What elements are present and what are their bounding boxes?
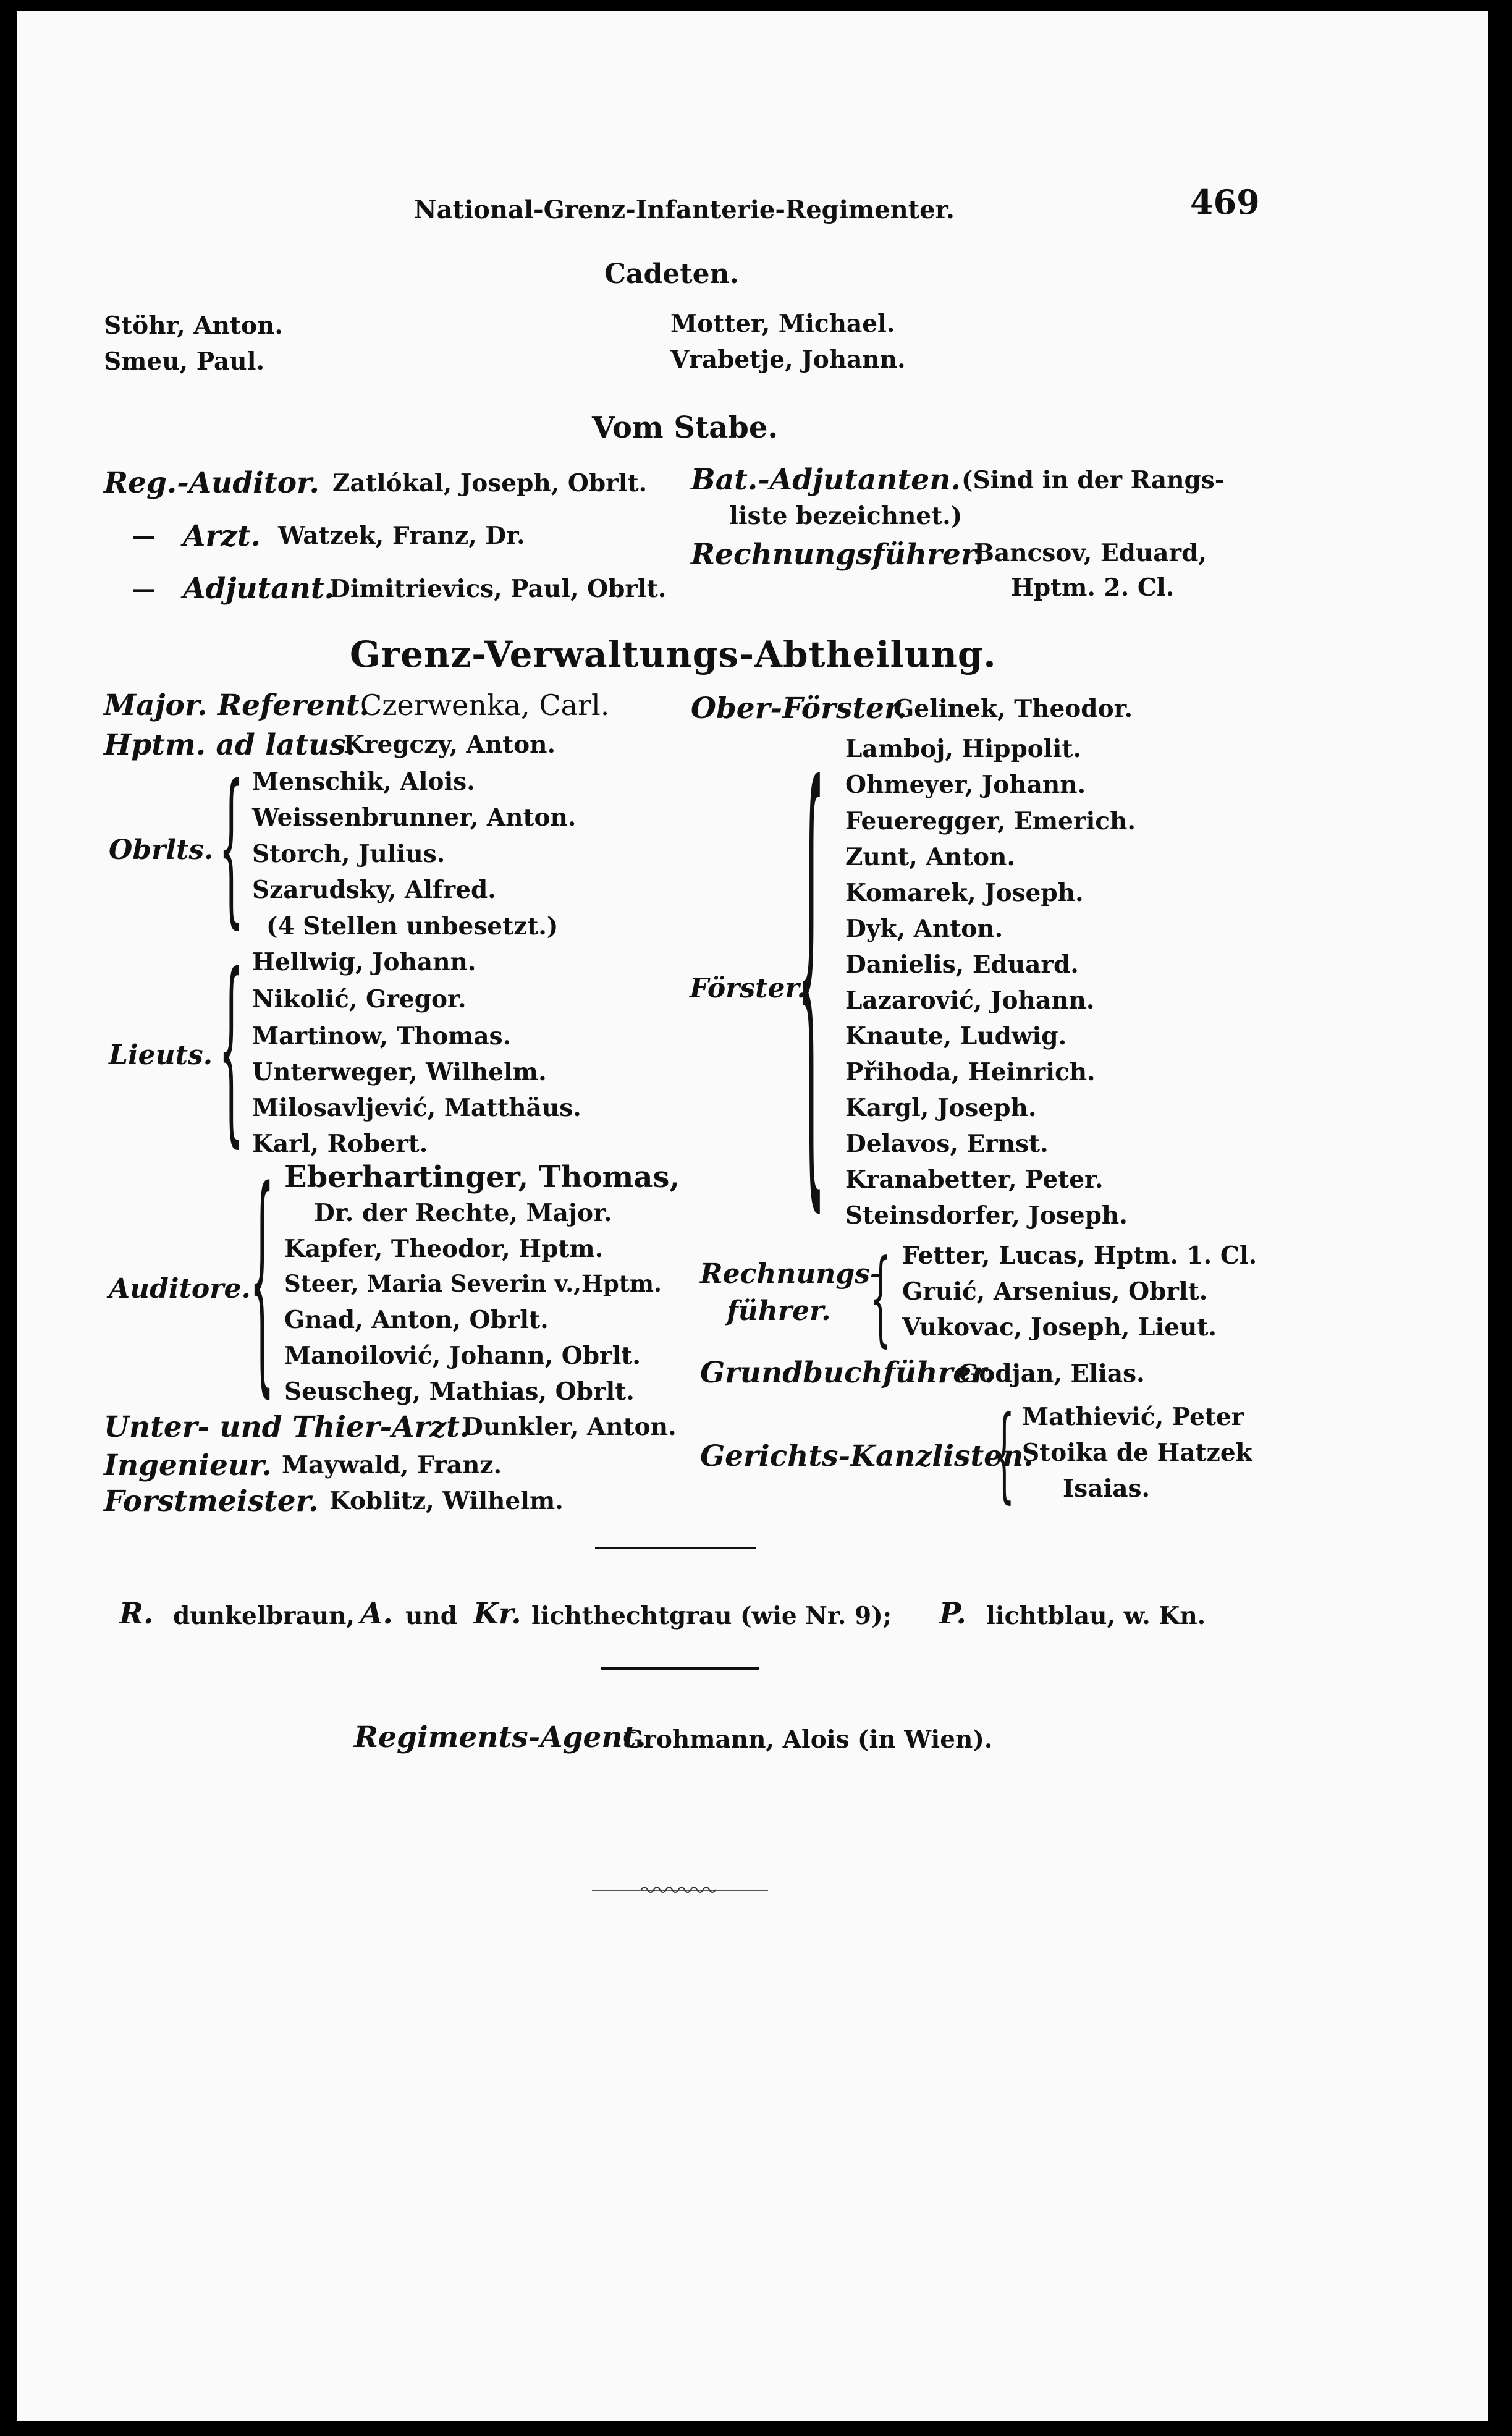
foerster-3: Feueregger, Emerich. bbox=[845, 807, 1136, 835]
thierarzt-title: Unter- und Thier-Arzt. bbox=[104, 1410, 470, 1444]
cadet-right-1: Motter, Michael. bbox=[670, 310, 895, 338]
rechnungsfuehrer-label-1: Rechnungs- bbox=[700, 1258, 882, 1290]
foerster-12: Delavos, Ernst. bbox=[845, 1130, 1049, 1158]
obrlt-4: Szarudsky, Alfred. bbox=[252, 876, 496, 904]
obrlt-2: Weissenbrunner, Anton. bbox=[252, 803, 577, 832]
uniform-und: und bbox=[405, 1602, 457, 1630]
rechnungsfuehrer-label-2: führer. bbox=[727, 1295, 831, 1327]
uniform-p-letter: P. bbox=[939, 1597, 966, 1631]
foerster-9: Knaute, Ludwig. bbox=[845, 1022, 1067, 1051]
lieut-3: Martinow, Thomas. bbox=[252, 1022, 512, 1051]
cadeten-heading: Cadeten. bbox=[604, 258, 739, 290]
foerster-4: Zunt, Anton. bbox=[845, 843, 1015, 871]
ingenieur-title: Ingenieur. bbox=[104, 1448, 272, 1482]
lieut-6: Karl, Robert. bbox=[252, 1130, 428, 1158]
stab-heading: Vom Stabe. bbox=[592, 410, 779, 445]
obrlts-brace: { bbox=[219, 750, 244, 945]
stab-rechnungsfuehrer-title: Rechnungsführer. bbox=[691, 538, 984, 572]
lieuts-label: Lieuts. bbox=[109, 1039, 213, 1071]
agent-name: Grohmann, Alois (in Wien). bbox=[623, 1725, 993, 1754]
lieut-1: Hellwig, Johann. bbox=[252, 948, 476, 976]
major-name: Czerwenka, Carl. bbox=[360, 688, 610, 722]
oberfoerster-title: Ober-Förster. bbox=[691, 691, 907, 725]
adjutant-name: Dimitrievics, Paul, Obrlt. bbox=[329, 575, 667, 603]
grundbuch-title: Grundbuchführer. bbox=[700, 1356, 994, 1390]
grenz-heading: Grenz-Verwaltungs-Abtheilung. bbox=[350, 633, 997, 675]
rechnungsfuehrer-2: Gruić, Arsenius, Obrlt. bbox=[902, 1277, 1208, 1306]
auditor-1: Eberhartinger, Thomas, bbox=[284, 1160, 680, 1195]
kanzlist-3: Isaias. bbox=[1063, 1474, 1151, 1503]
auditor-1-title: Dr. der Rechte, Major. bbox=[314, 1199, 612, 1227]
uniform-kr-letter: Kr. bbox=[473, 1597, 522, 1631]
auditor-6: Seuscheg, Mathias, Obrlt. bbox=[284, 1377, 635, 1406]
foerster-10: Přihoda, Heinrich. bbox=[845, 1058, 1096, 1086]
uniform-kr-text: lichthechtgrau (wie Nr. 9); bbox=[531, 1602, 892, 1630]
arzt-dash: — bbox=[132, 522, 156, 550]
foerster-brace: { bbox=[797, 695, 826, 1253]
lieut-2: Nikolić, Gregor. bbox=[252, 985, 467, 1013]
uniform-a-letter: A. bbox=[360, 1597, 393, 1631]
obrlt-3: Storch, Julius. bbox=[252, 840, 446, 868]
foerster-8: Lazarović, Johann. bbox=[845, 986, 1095, 1015]
separator-rule-2 bbox=[601, 1667, 759, 1670]
cadet-right-2: Vrabetje, Johann. bbox=[670, 345, 906, 374]
book-page bbox=[17, 11, 1488, 2421]
auditor-4: Gnad, Anton, Obrlt. bbox=[284, 1306, 549, 1334]
stab-rechnungsfuehrer-name: Bancsov, Eduard, bbox=[974, 539, 1207, 567]
uniform-p-text: lichtblau, w. Kn. bbox=[986, 1602, 1206, 1630]
bat-adjutanten-note-1: (Sind in der Rangs- bbox=[961, 466, 1225, 494]
auditor-2: Kapfer, Theodor, Hptm. bbox=[284, 1235, 604, 1263]
uniform-r-letter: R. bbox=[119, 1597, 154, 1631]
foerster-5: Komarek, Joseph. bbox=[845, 879, 1084, 907]
obrlt-1: Menschik, Alois. bbox=[252, 768, 475, 796]
foerster-2: Ohmeyer, Johann. bbox=[845, 771, 1086, 799]
foerster-11: Kargl, Joseph. bbox=[845, 1094, 1037, 1122]
major-title: Major. Referent. bbox=[104, 688, 370, 722]
kanzlist-1: Mathiević, Peter bbox=[1022, 1403, 1244, 1431]
hptm-title: Hptm. ad latus. bbox=[104, 728, 357, 762]
ingenieur-name: Maywald, Franz. bbox=[282, 1451, 502, 1479]
rechnungsfuehrer-3: Vukovac, Joseph, Lieut. bbox=[902, 1313, 1217, 1342]
reg-auditor-name: Zatlókal, Joseph, Obrlt. bbox=[332, 469, 648, 497]
rechnungsfuehrer-brace: { bbox=[870, 1238, 892, 1358]
kanzlisten-brace: { bbox=[994, 1394, 1015, 1515]
kanzlist-2: Stoika de Hatzek bbox=[1022, 1439, 1252, 1467]
lieut-4: Unterweger, Wilhelm. bbox=[252, 1058, 547, 1086]
lieuts-brace: { bbox=[219, 933, 244, 1167]
auditor-3: Steer, Maria Severin v.,Hptm. bbox=[284, 1270, 662, 1297]
reg-auditor-title: Reg.-Auditor. bbox=[104, 466, 319, 500]
separator-rule-1 bbox=[595, 1547, 756, 1549]
cadet-left-2: Smeu, Paul. bbox=[104, 347, 265, 376]
stab-rechnungsfuehrer-rank: Hptm. 2. Cl. bbox=[1011, 573, 1175, 602]
grundbuch-name: Godjan, Elias. bbox=[958, 1360, 1145, 1388]
forstmeister-name: Koblitz, Wilhelm. bbox=[329, 1487, 564, 1515]
thierarzt-name: Dunkler, Anton. bbox=[462, 1413, 677, 1441]
page-number: 469 bbox=[1190, 182, 1260, 222]
adjutant-title: Adjutant. bbox=[183, 572, 334, 606]
cadet-left-1: Stöhr, Anton. bbox=[104, 311, 283, 340]
obrlt-vacancies: (4 Stellen unbesetzt.) bbox=[266, 912, 559, 941]
end-flourish-wave bbox=[641, 1885, 716, 1895]
auditore-brace: { bbox=[250, 1140, 275, 1420]
forstmeister-title: Forstmeister. bbox=[104, 1484, 319, 1518]
adjutant-dash: — bbox=[132, 575, 156, 603]
auditore-label: Auditore. bbox=[109, 1273, 251, 1305]
foerster-label: Förster. bbox=[690, 973, 806, 1004]
bat-adjutanten-title: Bat.-Adjutanten. bbox=[691, 463, 961, 497]
running-header: National-Grenz-Infanterie-Regimenter. bbox=[414, 195, 955, 224]
foerster-6: Dyk, Anton. bbox=[845, 915, 1003, 943]
uniform-r-text: dunkelbraun, bbox=[173, 1602, 355, 1630]
foerster-1: Lamboj, Hippolit. bbox=[845, 735, 1081, 763]
kanzlisten-label: Gerichts-Kanzlisten. bbox=[700, 1439, 1034, 1473]
oberfoerster-name: Gelinek, Theodor. bbox=[893, 695, 1133, 723]
foerster-13: Kranabetter, Peter. bbox=[845, 1165, 1104, 1194]
agent-title: Regiments-Agent. bbox=[354, 1720, 646, 1754]
bat-adjutanten-note-2: liste bezeichnet.) bbox=[729, 502, 963, 530]
auditor-5: Manoilović, Johann, Obrlt. bbox=[284, 1342, 641, 1370]
obrlts-label: Obrlts. bbox=[109, 834, 214, 866]
lieut-5: Milosavljević, Matthäus. bbox=[252, 1094, 581, 1122]
foerster-7: Danielis, Eduard. bbox=[845, 950, 1079, 979]
hptm-name: Kregczy, Anton. bbox=[344, 730, 556, 759]
foerster-14: Steinsdorfer, Joseph. bbox=[845, 1201, 1128, 1230]
arzt-title: Arzt. bbox=[183, 519, 261, 553]
arzt-name: Watzek, Franz, Dr. bbox=[278, 522, 525, 550]
rechnungsfuehrer-1: Fetter, Lucas, Hptm. 1. Cl. bbox=[902, 1241, 1257, 1270]
